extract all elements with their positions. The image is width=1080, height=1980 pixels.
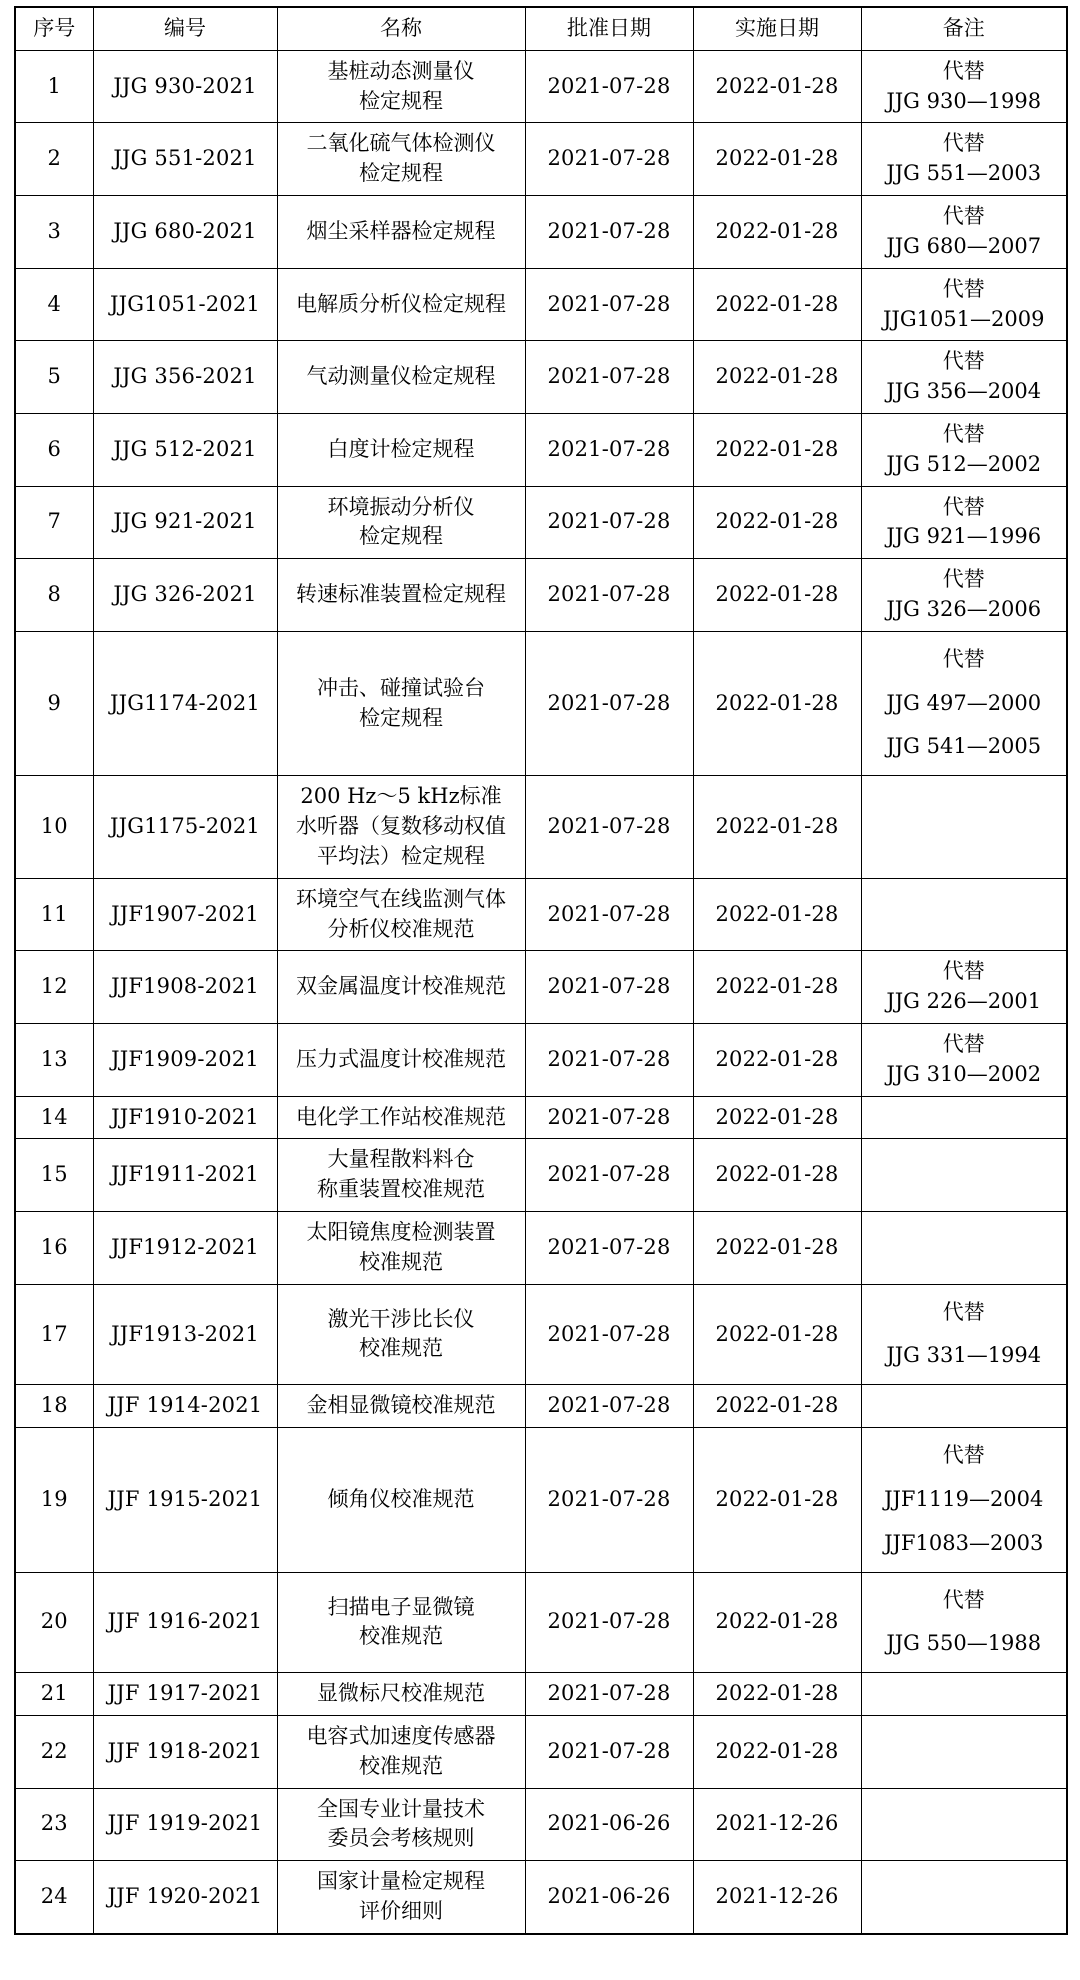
cell-implementation-date: 2022-01-28 [693, 559, 861, 632]
cell-code: JJF 1916-2021 [93, 1572, 277, 1673]
cell-code: JJF 1919-2021 [93, 1788, 277, 1861]
table-row [15, 1139, 1067, 1212]
cell-index: 6 [15, 413, 93, 486]
cell-code: JJF 1920-2021 [93, 1861, 277, 1934]
column-header-name: 名称 [277, 7, 525, 50]
cell-implementation-date: 2022-01-28 [693, 1212, 861, 1285]
cell-index: 8 [15, 559, 93, 632]
cell-implementation-date: 2022-01-28 [693, 1715, 861, 1788]
cell-index: 17 [15, 1284, 93, 1385]
cell-note: 代替 JJG 356—2004 [861, 341, 1067, 414]
cell-note: 代替 JJG 680—2007 [861, 196, 1067, 269]
column-header-implementation-date: 实施日期 [693, 7, 861, 50]
cell-index: 24 [15, 1861, 93, 1934]
cell-index: 3 [15, 196, 93, 269]
table-row [15, 196, 1067, 269]
cell-code: JJF1912-2021 [93, 1212, 277, 1285]
cell-implementation-date: 2022-01-28 [693, 1023, 861, 1096]
cell-approval-date: 2021-07-28 [525, 1385, 693, 1428]
cell-approval-date: 2021-07-28 [525, 1139, 693, 1212]
cell-approval-date: 2021-07-28 [525, 559, 693, 632]
table-header-row [15, 7, 1067, 50]
cell-implementation-date: 2022-01-28 [693, 50, 861, 123]
cell-index: 15 [15, 1139, 93, 1212]
cell-index: 19 [15, 1428, 93, 1572]
table-row [15, 341, 1067, 414]
table-row [15, 1788, 1067, 1861]
cell-code: JJF1907-2021 [93, 878, 277, 951]
cell-name: 环境空气在线监测气体 分析仪校准规范 [277, 878, 525, 951]
cell-implementation-date: 2022-01-28 [693, 1428, 861, 1572]
cell-note [861, 1096, 1067, 1139]
cell-approval-date: 2021-07-28 [525, 341, 693, 414]
cell-implementation-date: 2022-01-28 [693, 268, 861, 341]
column-header-approval-date: 批准日期 [525, 7, 693, 50]
cell-index: 16 [15, 1212, 93, 1285]
cell-approval-date: 2021-07-28 [525, 951, 693, 1024]
cell-approval-date: 2021-07-28 [525, 1284, 693, 1385]
cell-index: 4 [15, 268, 93, 341]
cell-index: 7 [15, 486, 93, 559]
cell-note: 代替 JJG 550—1988 [861, 1572, 1067, 1673]
table-row [15, 1212, 1067, 1285]
cell-note: 代替 JJG 551—2003 [861, 123, 1067, 196]
cell-name: 冲击、碰撞试验台 检定规程 [277, 631, 525, 775]
cell-implementation-date: 2022-01-28 [693, 631, 861, 775]
table-row [15, 268, 1067, 341]
cell-note: 代替 JJG 326—2006 [861, 559, 1067, 632]
cell-note: 代替 JJG 310—2002 [861, 1023, 1067, 1096]
table-row [15, 951, 1067, 1024]
cell-code: JJG1175-2021 [93, 776, 277, 878]
cell-approval-date: 2021-07-28 [525, 1212, 693, 1285]
cell-approval-date: 2021-07-28 [525, 1572, 693, 1673]
cell-name: 白度计检定规程 [277, 413, 525, 486]
cell-code: JJG 551-2021 [93, 123, 277, 196]
cell-approval-date: 2021-07-28 [525, 50, 693, 123]
cell-note [861, 1385, 1067, 1428]
cell-note: 代替 JJG 921—1996 [861, 486, 1067, 559]
table-header [15, 7, 1067, 50]
cell-name: 大量程散料料仓 称重装置校准规范 [277, 1139, 525, 1212]
cell-code: JJF 1914-2021 [93, 1385, 277, 1428]
cell-name: 压力式温度计校准规范 [277, 1023, 525, 1096]
cell-name: 电容式加速度传感器 校准规范 [277, 1715, 525, 1788]
cell-code: JJG 680-2021 [93, 196, 277, 269]
cell-name: 烟尘采样器检定规程 [277, 196, 525, 269]
cell-note [861, 1715, 1067, 1788]
cell-approval-date: 2021-07-28 [525, 631, 693, 775]
cell-name: 倾角仪校准规范 [277, 1428, 525, 1572]
cell-note [861, 776, 1067, 878]
cell-implementation-date: 2022-01-28 [693, 1284, 861, 1385]
cell-code: JJG 512-2021 [93, 413, 277, 486]
cell-implementation-date: 2022-01-28 [693, 1572, 861, 1673]
cell-approval-date: 2021-07-28 [525, 413, 693, 486]
table-row [15, 1284, 1067, 1385]
cell-name: 环境振动分析仪 检定规程 [277, 486, 525, 559]
cell-code: JJG 930-2021 [93, 50, 277, 123]
cell-note: 代替 JJG 512—2002 [861, 413, 1067, 486]
cell-index: 5 [15, 341, 93, 414]
cell-approval-date: 2021-07-28 [525, 1715, 693, 1788]
cell-name: 国家计量检定规程 评价细则 [277, 1861, 525, 1934]
cell-name: 激光干涉比长仪 校准规范 [277, 1284, 525, 1385]
table-row [15, 1385, 1067, 1428]
table-body [15, 50, 1067, 1934]
cell-name: 二氧化硫气体检测仪 检定规程 [277, 123, 525, 196]
cell-code: JJF1909-2021 [93, 1023, 277, 1096]
cell-implementation-date: 2022-01-28 [693, 878, 861, 951]
table-row [15, 878, 1067, 951]
table-row [15, 1023, 1067, 1096]
cell-approval-date: 2021-06-26 [525, 1788, 693, 1861]
cell-note: 代替 JJG 497—2000 JJG 541—2005 [861, 631, 1067, 775]
table-row [15, 1673, 1067, 1716]
cell-note [861, 1673, 1067, 1716]
cell-name: 太阳镜焦度检测装置 校准规范 [277, 1212, 525, 1285]
cell-approval-date: 2021-07-28 [525, 486, 693, 559]
cell-implementation-date: 2022-01-28 [693, 1096, 861, 1139]
cell-code: JJF1908-2021 [93, 951, 277, 1024]
cell-implementation-date: 2022-01-28 [693, 1385, 861, 1428]
cell-index: 9 [15, 631, 93, 775]
cell-note: 代替 JJG 930—1998 [861, 50, 1067, 123]
cell-implementation-date: 2021-12-26 [693, 1788, 861, 1861]
column-header-note: 备注 [861, 7, 1067, 50]
table-row [15, 1861, 1067, 1934]
cell-code: JJF1911-2021 [93, 1139, 277, 1212]
table-row [15, 413, 1067, 486]
cell-approval-date: 2021-07-28 [525, 196, 693, 269]
cell-code: JJF 1918-2021 [93, 1715, 277, 1788]
cell-code: JJF1910-2021 [93, 1096, 277, 1139]
table-row [15, 631, 1067, 775]
cell-name: 金相显微镜校准规范 [277, 1385, 525, 1428]
cell-implementation-date: 2022-01-28 [693, 196, 861, 269]
column-header-code: 编号 [93, 7, 277, 50]
cell-note [861, 1139, 1067, 1212]
cell-approval-date: 2021-07-28 [525, 1096, 693, 1139]
cell-code: JJF 1917-2021 [93, 1673, 277, 1716]
cell-index: 22 [15, 1715, 93, 1788]
table-row [15, 1572, 1067, 1673]
table-row [15, 1715, 1067, 1788]
cell-index: 20 [15, 1572, 93, 1673]
cell-approval-date: 2021-07-28 [525, 123, 693, 196]
cell-name: 电化学工作站校准规范 [277, 1096, 525, 1139]
cell-index: 23 [15, 1788, 93, 1861]
cell-index: 1 [15, 50, 93, 123]
cell-code: JJF1913-2021 [93, 1284, 277, 1385]
cell-implementation-date: 2022-01-28 [693, 776, 861, 878]
cell-index: 21 [15, 1673, 93, 1716]
cell-index: 14 [15, 1096, 93, 1139]
cell-approval-date: 2021-07-28 [525, 878, 693, 951]
cell-index: 12 [15, 951, 93, 1024]
cell-approval-date: 2021-07-28 [525, 776, 693, 878]
column-header-index: 序号 [15, 7, 93, 50]
cell-index: 13 [15, 1023, 93, 1096]
cell-name: 气动测量仪检定规程 [277, 341, 525, 414]
cell-note [861, 1788, 1067, 1861]
cell-code: JJG 356-2021 [93, 341, 277, 414]
cell-code: JJF 1915-2021 [93, 1428, 277, 1572]
cell-name: 全国专业计量技术 委员会考核规则 [277, 1788, 525, 1861]
cell-note [861, 878, 1067, 951]
cell-approval-date: 2021-07-28 [525, 1023, 693, 1096]
cell-code: JJG1051-2021 [93, 268, 277, 341]
table-row [15, 123, 1067, 196]
table-row [15, 50, 1067, 123]
cell-note [861, 1861, 1067, 1934]
cell-name: 电解质分析仪检定规程 [277, 268, 525, 341]
cell-name: 200 Hz～5 kHz标准 水听器（复数移动权值 平均法）检定规程 [277, 776, 525, 878]
cell-index: 10 [15, 776, 93, 878]
cell-index: 11 [15, 878, 93, 951]
cell-index: 18 [15, 1385, 93, 1428]
cell-approval-date: 2021-07-28 [525, 1428, 693, 1572]
cell-implementation-date: 2022-01-28 [693, 486, 861, 559]
table-row [15, 486, 1067, 559]
cell-implementation-date: 2022-01-28 [693, 413, 861, 486]
cell-name: 显微标尺校准规范 [277, 1673, 525, 1716]
cell-note: 代替 JJG 226—2001 [861, 951, 1067, 1024]
cell-implementation-date: 2021-12-26 [693, 1861, 861, 1934]
cell-note: 代替 JJG1051—2009 [861, 268, 1067, 341]
cell-approval-date: 2021-07-28 [525, 1673, 693, 1716]
cell-implementation-date: 2022-01-28 [693, 951, 861, 1024]
table-row [15, 1096, 1067, 1139]
cell-implementation-date: 2022-01-28 [693, 1673, 861, 1716]
cell-code: JJG 921-2021 [93, 486, 277, 559]
cell-implementation-date: 2022-01-28 [693, 341, 861, 414]
table-row [15, 776, 1067, 878]
cell-code: JJG 326-2021 [93, 559, 277, 632]
cell-name: 扫描电子显微镜 校准规范 [277, 1572, 525, 1673]
cell-name: 基桩动态测量仪 检定规程 [277, 50, 525, 123]
cell-name: 转速标准装置检定规程 [277, 559, 525, 632]
cell-implementation-date: 2022-01-28 [693, 1139, 861, 1212]
cell-name: 双金属温度计校准规范 [277, 951, 525, 1024]
cell-note [861, 1212, 1067, 1285]
table-row [15, 559, 1067, 632]
cell-implementation-date: 2022-01-28 [693, 123, 861, 196]
cell-index: 2 [15, 123, 93, 196]
cell-code: JJG1174-2021 [93, 631, 277, 775]
cell-approval-date: 2021-06-26 [525, 1861, 693, 1934]
cell-approval-date: 2021-07-28 [525, 268, 693, 341]
table-row [15, 1428, 1067, 1572]
cell-note: 代替 JJF1119—2004 JJF1083—2003 [861, 1428, 1067, 1572]
cell-note: 代替 JJG 331—1994 [861, 1284, 1067, 1385]
specifications-table [14, 6, 1068, 1935]
